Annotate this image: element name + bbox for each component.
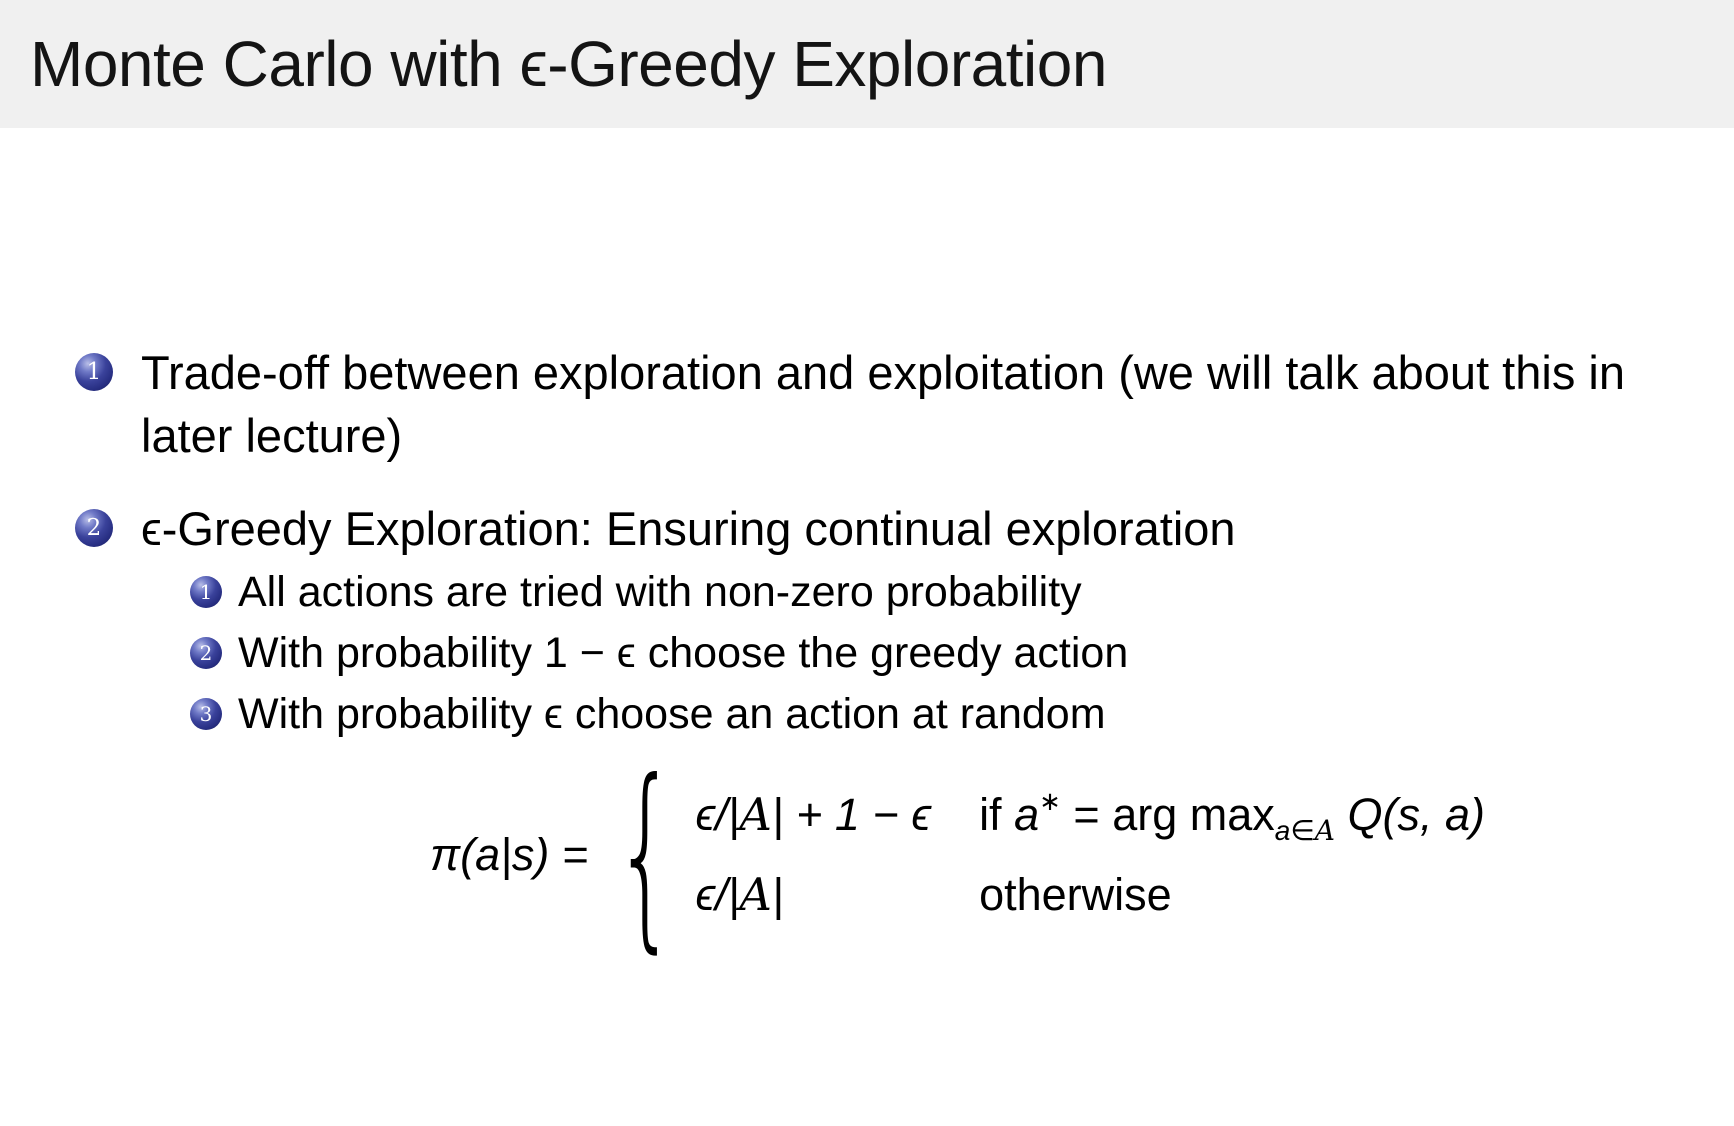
otherwise-keyword: otherwise — [979, 869, 1172, 920]
sub-bullet-item-3-text: With probability ϵ choose an action at random — [238, 690, 1106, 738]
bullet-list — [75, 341, 1704, 560]
sub-item-3-number: 3 — [199, 701, 213, 726]
bullet-item-2-text: ϵ-Greedy Exploration: Ensuring continual exploration — [141, 502, 1236, 555]
case-2-condition — [979, 863, 1485, 927]
sub-bullet-item-1 — [190, 562, 1704, 623]
script-A: A — [739, 868, 772, 921]
sub-item-2-number: 2 — [199, 640, 213, 665]
case-1-value-pre: ϵ/| — [695, 789, 740, 840]
item-1-number: 1 — [86, 358, 102, 385]
equation-lhs: π(a|s) = — [430, 829, 589, 880]
script-A: A — [739, 788, 772, 841]
case-1-value — [695, 783, 931, 847]
sub-bullet-item-2 — [190, 623, 1704, 684]
sub-item-1-ball-badge — [190, 576, 222, 608]
bullet-item-1-text: Trade-off between exploration and exploitation (we will talk about this in later lecture) — [141, 346, 1625, 462]
argmax-subscript-pre: a∈ — [1274, 815, 1315, 846]
sub-item-2-ball-badge — [190, 637, 222, 669]
action-variable: a — [1014, 789, 1040, 840]
if-keyword: if — [979, 789, 1002, 840]
sub-bullet-item-1-text: All actions are tried with non-zero probability — [238, 568, 1082, 616]
equation-cases — [695, 783, 1485, 927]
star-superscript: ∗ — [1039, 786, 1061, 816]
cases-brace: { — [613, 738, 678, 971]
item-1-ball-badge — [75, 353, 113, 391]
bullet-item-1 — [75, 341, 1704, 467]
case-1-condition — [979, 783, 1485, 847]
sub-bullet-item-2-text: With probability 1 − ϵ choose the greedy action — [238, 629, 1129, 677]
sub-bullet-item-3 — [190, 684, 1704, 745]
item-2-ball-badge — [75, 509, 113, 547]
sub-bullet-list — [190, 562, 1704, 745]
item-2-number: 2 — [86, 514, 102, 541]
case-2-value-post: | — [771, 869, 784, 920]
case-2-value — [695, 863, 931, 927]
case-2-value-pre: ϵ/| — [695, 869, 740, 920]
argmax-operator: = arg max — [1073, 789, 1275, 840]
argmax-subscript — [1275, 815, 1335, 846]
q-function-term: Q(s, a) — [1347, 789, 1485, 840]
case-1-value-post: | + 1 − ϵ — [771, 789, 932, 840]
script-A: A — [1314, 814, 1335, 847]
sub-item-1-number: 1 — [199, 579, 213, 604]
sub-item-3-ball-badge — [190, 698, 222, 730]
slide-title: Monte Carlo with ϵ-Greedy Exploration — [30, 28, 1107, 100]
title-bar — [0, 0, 1734, 128]
slide-body — [0, 341, 1734, 971]
policy-equation — [430, 738, 1485, 971]
bullet-item-2 — [75, 497, 1704, 560]
